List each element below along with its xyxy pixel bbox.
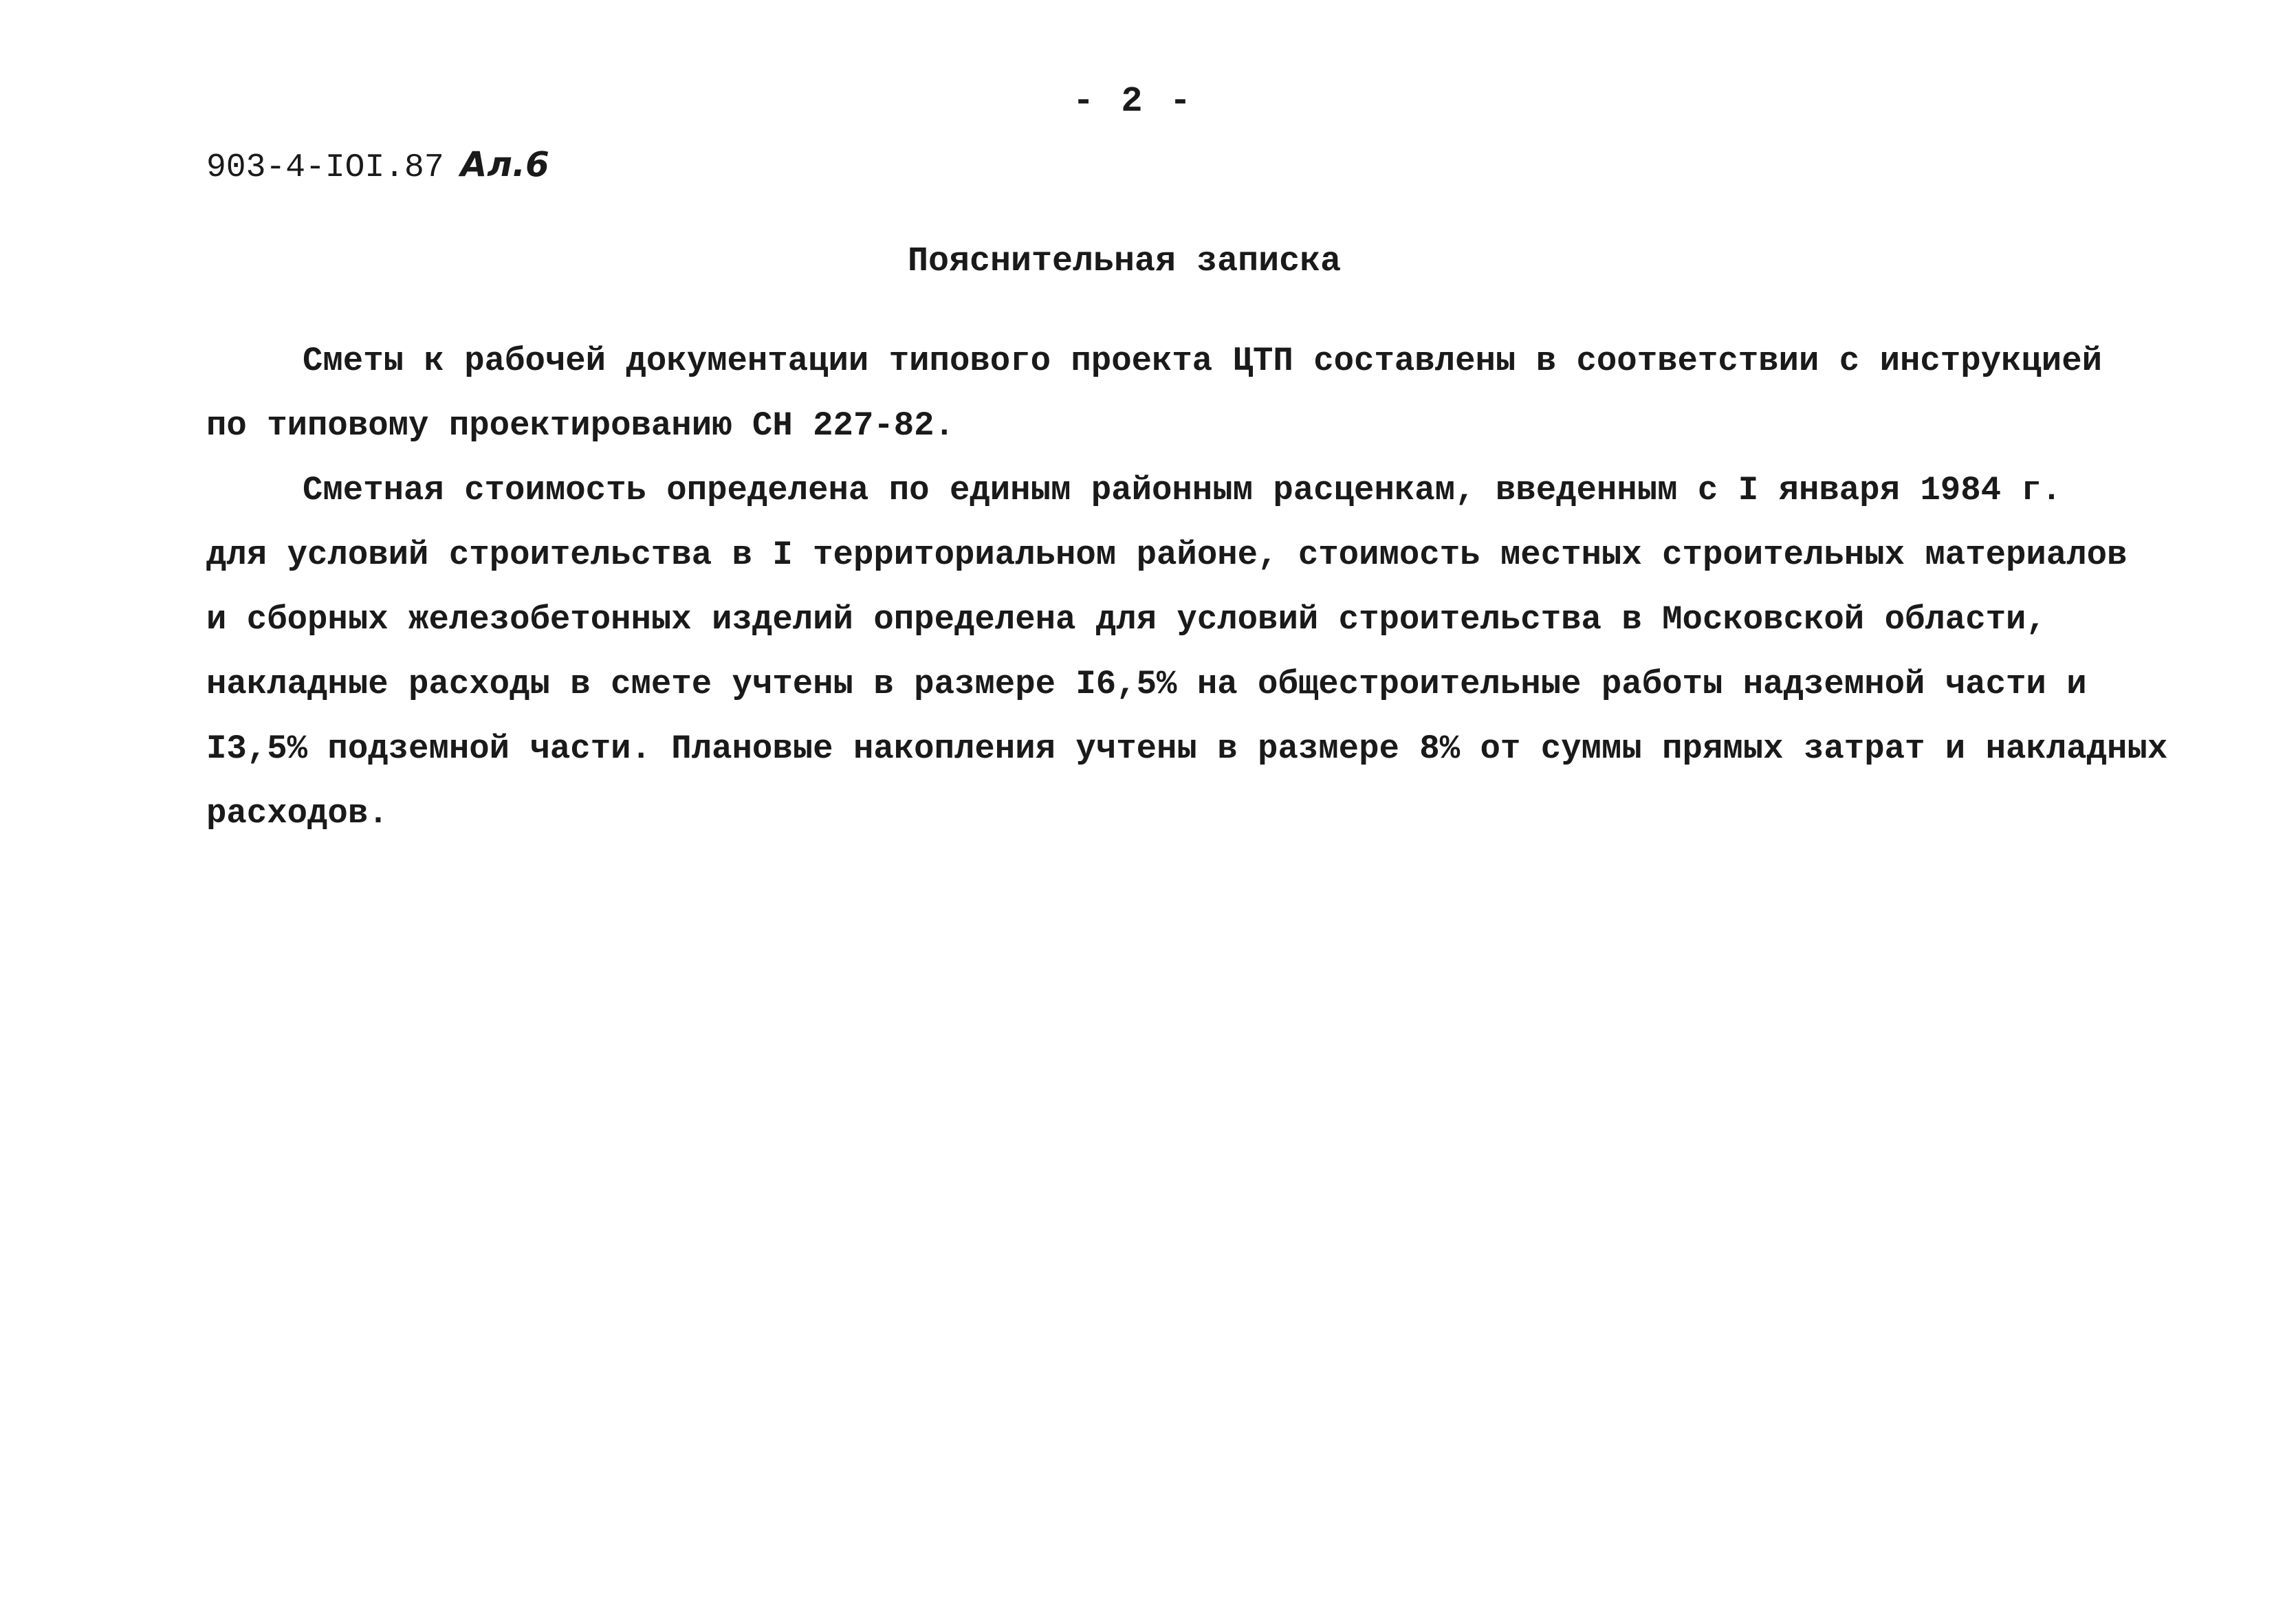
paragraph: [206, 458, 2168, 846]
paragraph-line: для условий строительства в I территориальном районе, стоимость местных строительных материалов: [206, 536, 2128, 574]
paragraph-line: расходов.: [206, 794, 389, 833]
document-code: [206, 144, 549, 186]
paragraph-line: Сметная стоимость определена по единым районным расценкам, введенным с I января 1984 г.: [303, 471, 2062, 509]
paragraph: [206, 329, 2132, 458]
document-body: [206, 329, 2168, 846]
paragraph-line: по типовому проектированию СН 227-82.: [206, 406, 954, 445]
document-code-number: 903-4-IOI.87: [206, 149, 444, 186]
document-title: Пояснительная записка: [908, 242, 1342, 281]
page-number: - 2 -: [1073, 81, 1194, 122]
document-code-mark: Ал.6: [460, 144, 549, 184]
paragraph-line: Сметы к рабочей документации типового проекта ЦТП составлены в соответствии с инструкцией: [303, 342, 2103, 380]
paragraph-line: накладные расходы в смете учтены в размере I6,5% на общестроительные работы надземной части и: [206, 665, 2087, 703]
paragraph-line: и сборных железобетонных изделий определена для условий строительства в Московской области,: [206, 600, 2046, 639]
paragraph-line: I3,5% подземной части. Плановые накопления учтены в размере 8% от суммы прямых затрат и накладных: [206, 729, 2168, 768]
